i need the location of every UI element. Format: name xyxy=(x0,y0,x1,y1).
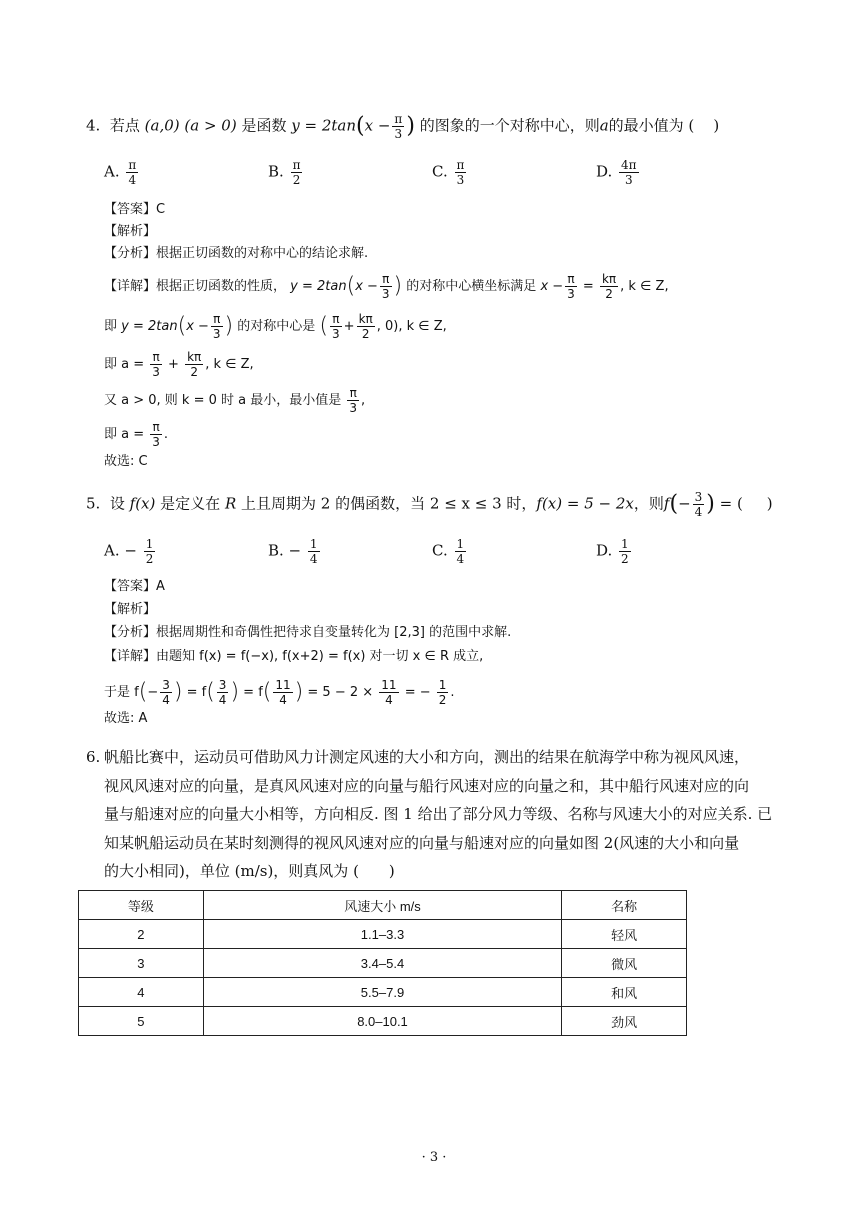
plus: + xyxy=(343,319,355,334)
line-text: 即 a = xyxy=(104,427,145,442)
frac-num: 3 xyxy=(162,678,170,692)
option-label: B. xyxy=(268,162,284,181)
q6-line: 的大小相同)，单位 (m/s)，则真风为 ( ) xyxy=(104,862,395,880)
table-cell: 微风 xyxy=(562,949,687,978)
table-cell: 和风 xyxy=(562,978,687,1007)
table-row xyxy=(79,1007,687,1036)
frac-den: 4 xyxy=(218,693,227,707)
q5-text-b: 是定义在 xyxy=(160,494,221,513)
q5-option-a[interactable] xyxy=(104,537,157,566)
frac-num: kπ xyxy=(358,312,373,326)
q4-number: 4. xyxy=(86,116,101,135)
paren-right: ) xyxy=(224,313,234,339)
line-text: 又 a > 0, 则 k = 0 时 a 最小，最小值是 xyxy=(104,393,342,408)
q4-close: ) xyxy=(713,116,720,135)
frac-den: 3 xyxy=(332,327,340,341)
q4-option-c[interactable] xyxy=(432,158,468,187)
frac-num: π xyxy=(394,112,403,126)
paren-left: ( xyxy=(356,113,365,139)
q5-number: 5. xyxy=(86,494,101,513)
q5-R: R xyxy=(224,494,237,513)
frac-den: 4 xyxy=(309,552,318,566)
frac-num: π xyxy=(150,350,162,365)
q4-func: y = 2tan xyxy=(291,116,357,135)
table-cell: 5 xyxy=(79,1007,204,1036)
q5-line2 xyxy=(104,678,455,707)
table-cell: 劲风 xyxy=(562,1007,687,1036)
xiangjie-end: , k ∈ Z, xyxy=(620,279,669,294)
eq-calc: = 5 − 2 × xyxy=(307,685,374,700)
paren-right: ) xyxy=(230,679,240,705)
frac-num: 3 xyxy=(694,490,703,504)
func-x: x − xyxy=(355,279,378,294)
q6-line: 视风风速对应的向量，是真风风速对应的向量与船行风速对应的向量之和，其中船行风速对应的向 xyxy=(104,776,750,795)
frac-den: 2 xyxy=(361,327,370,341)
q6-line: 知某帆船运动员在某时刻测得的视风风速对应的向量与船速对应的向量如图 2(风速的大小和向量 xyxy=(104,833,740,852)
frac-num: 1 xyxy=(438,678,447,692)
line-end: . xyxy=(450,685,455,700)
frac-num: π xyxy=(292,158,301,172)
frac-num: π xyxy=(128,158,137,172)
func-x: x − xyxy=(186,319,209,334)
q5-option-b[interactable] xyxy=(268,537,322,566)
frac-den: 3 xyxy=(212,327,221,341)
frac-num: π xyxy=(565,272,577,287)
table-cell: 1.1–3.3 xyxy=(203,920,561,949)
q4-line3: 即 a = $\frac{\pi}{3}$ + $\frac{k\pi}{2}$ , k ∈ Z, xyxy=(104,350,254,379)
q6-line: 量与船速对应的向量大小相等，方向相反. 图 1 给出了部分风力等级、名称与风速大小的对应关系. 已 xyxy=(104,805,773,823)
table-cell: 3.4–5.4 xyxy=(203,949,561,978)
q5-fdef: f(x) = 5 − 2x xyxy=(536,494,634,513)
q4-option-d[interactable] xyxy=(596,158,641,187)
page-number: · 3 · xyxy=(421,1150,447,1165)
q5-xuan: 故选: A xyxy=(104,711,148,726)
option-label: C. xyxy=(432,541,448,560)
q5-jiexi: 【解析】 xyxy=(104,602,157,617)
q5-close: ) xyxy=(766,494,773,513)
q4-text-b: 是函数 xyxy=(241,116,287,135)
q4-xiangjie: 【详解】根据正切函数的性质， y = 2tan(x − $\frac{\pi}{3}$ ) 的对称中心横坐标满足 x − $\frac{\pi}{3}$ = $\frac{k\pi}{2}$ , k ∈ Z, xyxy=(104,272,669,301)
wind-table xyxy=(78,890,687,1036)
q6-stem xyxy=(104,743,794,886)
frac-den: 4 xyxy=(694,505,703,519)
option-label: D. xyxy=(596,162,613,181)
frac-num: 1 xyxy=(621,537,629,551)
line-text-b: 的对称中心是 xyxy=(237,319,316,334)
frac-num: 11 xyxy=(381,678,397,692)
q5-fx: f(x) xyxy=(129,494,156,513)
table-header: 风速大小 m/s xyxy=(203,891,561,920)
paren-left: ( xyxy=(138,679,148,705)
paren-left: ( xyxy=(669,491,679,517)
minus: − xyxy=(678,494,691,513)
paren-left: ( xyxy=(177,313,187,339)
q6-line: 帆船比赛中，运动员可借助风力计测定风速的大小和方向，测出的结果在航海学中称为视风风速， xyxy=(104,748,750,766)
frac-num: π xyxy=(330,312,342,327)
frac-den: 2 xyxy=(605,287,613,301)
frac-num: 11 xyxy=(275,678,291,692)
paren-right: ) xyxy=(294,679,304,705)
paren-left: ( xyxy=(262,679,272,705)
frac-num: kπ xyxy=(187,350,202,364)
frac-den: 3 xyxy=(456,173,465,187)
line-text: 即 a = xyxy=(104,357,145,372)
frac-den: 3 xyxy=(567,287,575,301)
frac-den: 2 xyxy=(190,365,198,379)
line-end: , k ∈ Z, xyxy=(205,357,254,372)
frac-num: 4π xyxy=(621,158,637,172)
paren-right: ) xyxy=(406,113,415,139)
xiangjie-text-b: 的对称中心横坐标满足 xyxy=(406,279,537,294)
frac-den: 3 xyxy=(349,401,358,415)
q4-line5 xyxy=(104,420,168,449)
option-label: A. − xyxy=(104,541,137,560)
q4-option-a[interactable] xyxy=(104,158,140,187)
paren-right: ) xyxy=(393,273,403,299)
q5-stem xyxy=(86,490,773,519)
table-header-row xyxy=(79,891,687,920)
option-label: D. xyxy=(596,541,613,560)
q4-var: a xyxy=(599,116,609,135)
frac-den: 4 xyxy=(162,693,170,707)
frac-den: 3 xyxy=(152,365,160,379)
paren-left: ( xyxy=(319,313,329,339)
frac-den: 2 xyxy=(292,173,301,187)
q4-xuan: 故选: C xyxy=(104,454,148,469)
q4-jiexi: 【解析】 xyxy=(104,224,157,239)
line-text: 即 xyxy=(104,319,118,334)
frac-den: 4 xyxy=(456,552,465,566)
frac-num: π xyxy=(211,312,223,327)
frac-num: 1 xyxy=(456,537,465,551)
q5-text-c: 上且周期为 2 的偶函数，当 2 ≤ x ≤ 3 时， xyxy=(241,494,537,513)
frac-num: kπ xyxy=(601,272,617,286)
q4-func-x: x − xyxy=(364,116,391,135)
x-minus: x − xyxy=(540,279,564,294)
frac-num: 1 xyxy=(309,537,318,551)
q5-eq: = ( xyxy=(719,494,743,513)
frac-num: π xyxy=(380,272,392,287)
q5-xiangjie: 【详解】由题知 f(x) = f(−x), f(x+2) = f(x) 对一切 x ∈ R 成立, xyxy=(104,649,484,664)
line-text: 于是 f xyxy=(104,685,139,700)
frac-num: π xyxy=(456,158,465,172)
line-end: , 0), k ∈ Z, xyxy=(376,319,447,334)
frac-den: 3 xyxy=(152,435,160,449)
frac-den: 3 xyxy=(624,173,633,187)
func: y = 2tan xyxy=(290,279,347,294)
q5-f: f xyxy=(663,494,670,513)
paren-left: ( xyxy=(346,273,356,299)
q4-text-c: 的图象的一个对称中心，则 xyxy=(419,116,600,135)
table-cell: 2 xyxy=(79,920,204,949)
q4-option-b[interactable] xyxy=(268,158,304,187)
q4-text-a: 若点 xyxy=(109,116,140,135)
frac-den: 2 xyxy=(621,552,629,566)
q4-stem xyxy=(86,112,719,141)
q4-line2 xyxy=(104,312,447,341)
paren-right: ) xyxy=(173,679,183,705)
option-label: B. − xyxy=(268,541,302,560)
option-label: C. xyxy=(432,162,448,181)
frac-den: 3 xyxy=(394,127,403,141)
table-cell: 8.0–10.1 xyxy=(203,1007,561,1036)
frac-den: 3 xyxy=(381,287,390,301)
eq-neg: = − xyxy=(404,685,431,700)
q5-text-a: 设 xyxy=(109,494,125,513)
line-end: . xyxy=(163,427,169,442)
frac-num: 1 xyxy=(145,537,154,551)
frac-den: 4 xyxy=(385,693,393,707)
xiangjie-text: 【详解】根据正切函数的性质， xyxy=(104,279,287,294)
frac-den: 2 xyxy=(438,693,447,707)
q5-answer: 【答案】A xyxy=(104,579,165,594)
frac-den: 2 xyxy=(145,552,154,566)
q5-fenxi: 【分析】根据周期性和奇偶性把待求自变量转化为 [2,3] 的范围中求解. xyxy=(104,625,512,640)
q5-option-d[interactable] xyxy=(596,537,633,566)
minus: − xyxy=(147,685,159,700)
frac-den: 4 xyxy=(128,173,137,187)
q6-number: 6. xyxy=(86,748,101,766)
eq-f: = f xyxy=(243,685,263,700)
q4-point: (a,0) (a > 0) xyxy=(144,116,237,135)
frac-num: 3 xyxy=(218,678,227,692)
q4-line4 xyxy=(104,386,365,415)
option-label: A. xyxy=(104,162,120,181)
table-row xyxy=(79,920,687,949)
frac-num: π xyxy=(150,420,162,435)
table-cell: 5.5–7.9 xyxy=(203,978,561,1007)
q4-func-frac xyxy=(392,112,404,141)
table-cell: 轻风 xyxy=(562,920,687,949)
frac-num: π xyxy=(347,386,359,401)
table-header: 名称 xyxy=(562,891,687,920)
func: y = 2tan xyxy=(121,319,178,334)
table-header: 等级 xyxy=(79,891,204,920)
table-cell: 4 xyxy=(79,978,204,1007)
table-row xyxy=(79,949,687,978)
paren-right: ) xyxy=(706,491,715,517)
q4-answer: 【答案】C xyxy=(104,202,166,217)
q4-fenxi: 【分析】根据正切函数的对称中心的结论求解. xyxy=(104,246,369,261)
q5-option-c[interactable] xyxy=(432,537,468,566)
eq-f: = f xyxy=(186,685,207,700)
q4-text-d: 的最小值为 ( xyxy=(608,116,695,135)
q5-text-d: ，则 xyxy=(633,494,664,513)
frac-den: 4 xyxy=(279,693,287,707)
line-end: , xyxy=(361,393,366,408)
table-row xyxy=(79,978,687,1007)
paren-left: ( xyxy=(206,679,215,705)
table-cell: 3 xyxy=(79,949,204,978)
